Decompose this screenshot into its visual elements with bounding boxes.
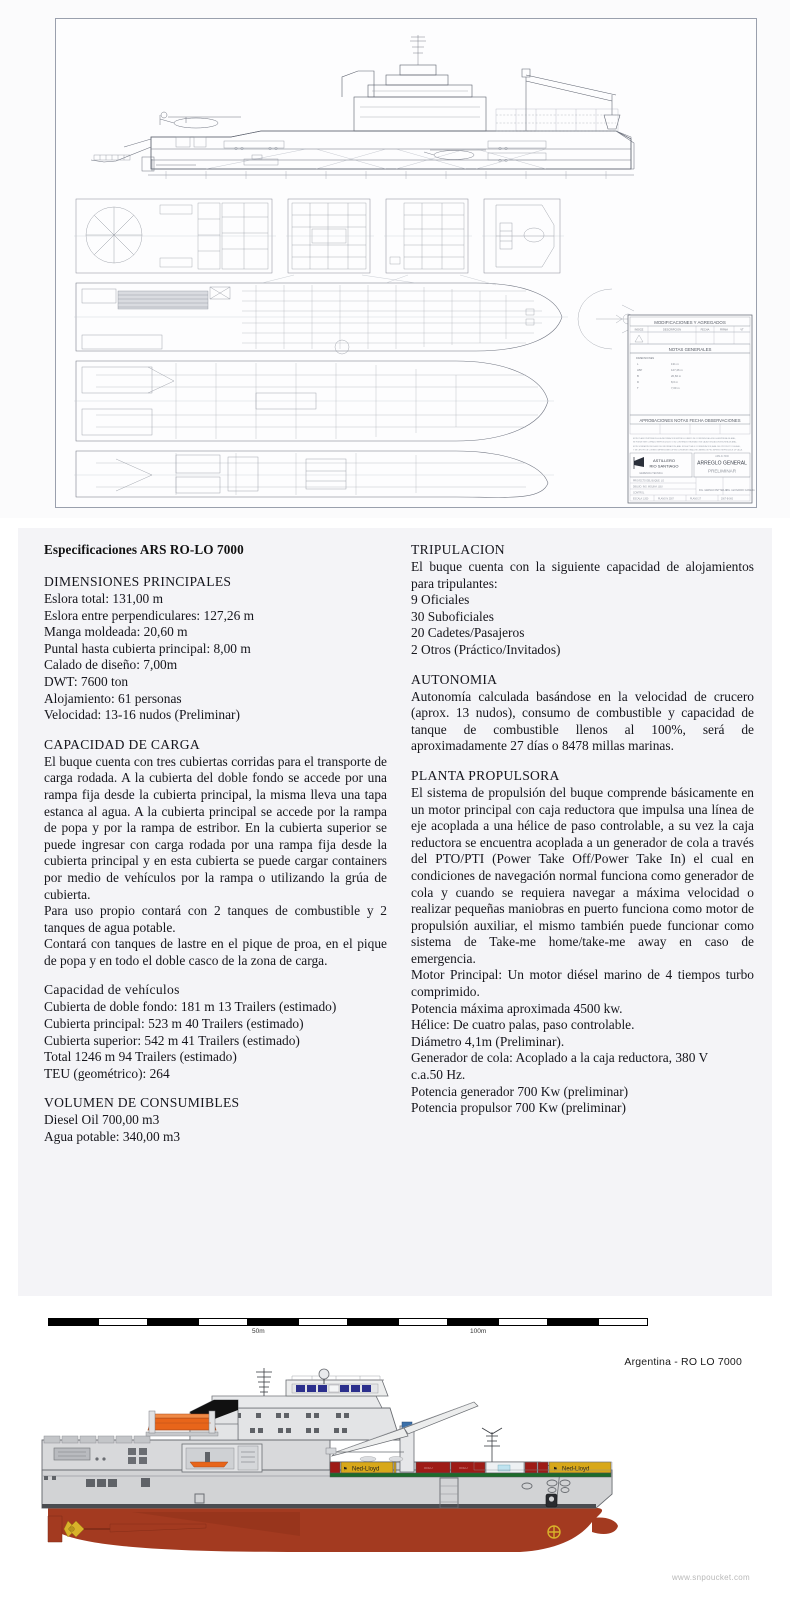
svg-text:PROYECTO DEL BUQUE. LG: PROYECTO DEL BUQUE. LG <box>633 480 665 483</box>
engine-spec-line: Generador de cola: Acoplado a la caja reductora, 380 V <box>411 1050 709 1066</box>
rescue-boat <box>190 1462 228 1467</box>
engine-spec-line: Potencia generador 700 Kw (preliminar) <box>411 1083 629 1099</box>
propulsion-paragraph: El sistema de propulsión del buque comprende básicamente en un motor principal con caja reductora que impulsa una línea de eje acoplada a una hélice de paso controlable, a su vez la caja reductora se encuentra acoplada a un generador de cola a través del PTO/PTI (Power Take Off/Power Take In) el cual en condiciones de navegación normal funciona como generador de cola y cuando se requiera navegar a máxima velocidad o realizar pequeñas maniobras en puerto funciona como motor de propulsión auxiliar, el mismo también puede funcionar como sistema de Take-me home/take-me away en caso de emergencia. <box>411 784 754 966</box>
shipyard-department: GERENCIA TECNICA <box>639 472 663 475</box>
crew-line: 9 Oficiales <box>411 592 470 608</box>
dimension-line: Eslora entre perpendiculares: 127,26 m <box>44 607 255 623</box>
svg-text:FIRMA: FIRMA <box>719 328 729 332</box>
svg-text:Y SE LIEV PE DE CORREO IMPRESI: Y SE LIEV PE DE CORREO IMPRESIONES UP EN CONVENTE ORALLES LIBERELOS PEL IMPERIO REPRODUCE UP LACA. <box>633 449 743 452</box>
svg-text:D: D <box>637 380 640 384</box>
autonomy-paragraph: Autonomía calculada basándose en la velocidad de crucero (aprox. 13 nudos), consumo de combustible y capacidad de tanque de combustible llenos al 100%, será de aproximadamente 27 días o 8478 millas marinas. <box>411 688 754 754</box>
drawing-title-block <box>628 315 755 503</box>
section-heading-cargo-capacity: CAPACIDAD DE CARGA <box>44 736 200 752</box>
general-arrangement-drawing <box>55 18 757 508</box>
svg-text:L: L <box>637 362 639 366</box>
vehicle-capacity-line: Cubierta de doble fondo: 181 m 13 Trailers (estimado) <box>44 999 337 1015</box>
shipyard-name-line1: ASTILLERO <box>652 458 676 463</box>
crew-line: 30 Suboficiales <box>411 608 494 624</box>
crew-intro: El buque cuenta con la siguiente capacidad de alojamientos para tripulantes: <box>411 559 754 591</box>
dimension-line: Calado de diseño: 7,00m <box>44 657 178 673</box>
svg-text:DIMENSIONES: DIMENSIONES <box>636 357 655 360</box>
bridge-wheelhouse <box>286 1376 388 1396</box>
svg-text:SE PUEDE SER COPIADO REPRODUCI: SE PUEDE SER COPIADO REPRODUCIDO O SU CONTENIDO RELEVADO SIN LA AUTORIZACION ESCRITA DE AVAL. <box>633 441 737 444</box>
svg-text:ESCALA 1:200: ESCALA 1:200 <box>633 498 649 501</box>
specifications-block <box>18 528 772 1296</box>
section-heading-vehicle-capacity: Capacidad de vehículos <box>44 982 180 998</box>
ship-profile-section <box>0 1296 790 1600</box>
svg-text:127,26 m: 127,26 m <box>671 368 683 372</box>
page-title: Especificaciones ARS RO-LO 7000 <box>44 542 244 557</box>
svg-text:INDICE: INDICE <box>634 328 644 332</box>
spec-column-right <box>411 542 754 1146</box>
title-block-modifications-header: MODIFICACIONES Y AGREGADOS <box>654 320 726 325</box>
cargo-paragraph-1: El buque cuenta con tres cubiertas corridas para el transporte de carga rodada. A la cubierta del doble fondo se accede por una rampa fija desde la cubierta principal, la misma lleva una tapa estanca al agua. A la cubierta principal se accede por la rampa de popa y por la rampa de estribor. En la cubierta superior se puede ingresar con carga rodada por una rampa fija desde la cubierta principal y en esta cubierta se puede cargar containers por medio de vehículos por la rampa o utilizando la grúa de cubierta. <box>44 753 387 902</box>
engine-spec-line: c.a.50 Hz. <box>411 1067 466 1083</box>
boot-top-stripe <box>42 1504 596 1508</box>
svg-text:LBP: LBP <box>637 368 643 372</box>
watermark: www.snpoucket.com <box>671 1573 750 1582</box>
svg-text:ING. GERMAN PETTER AV: ING. GERMAN PETTER AV <box>699 490 728 492</box>
svg-text:⚑: ⚑ <box>343 1466 348 1473</box>
engine-spec-line: Hélice: De cuatro palas, paso controlable. <box>411 1017 635 1033</box>
svg-text:PLANO 27: PLANO 27 <box>690 498 701 501</box>
vehicle-capacity-line: Cubierta superior: 542 m 41 Trailers (estimado) <box>44 1032 300 1048</box>
drawing-name: ARREGLO GENERAL <box>697 460 747 467</box>
engine-paragraph: Motor Principal: Un motor diésel marino de 4 tiempos turbo comprimido. <box>411 967 754 1000</box>
svg-text:B: B <box>637 374 639 378</box>
vehicle-capacity-line: TEU (geométrico): 264 <box>44 1065 170 1081</box>
svg-text:OOLU: OOLU <box>459 1466 468 1470</box>
scale-label-100m: 100m <box>470 1328 487 1335</box>
main-mast <box>256 1368 272 1396</box>
vehicle-capacity-line: Cubierta principal: 523 m 40 Trailers (estimado) <box>44 1016 304 1032</box>
bulbous-bow <box>592 1517 618 1534</box>
dimension-line: Puntal hasta cubierta principal: 8,00 m <box>44 640 251 656</box>
superstructure <box>212 1396 400 1440</box>
engine-spec-line: Potencia máxima aproximada 4500 kw. <box>411 1000 623 1016</box>
bow-thruster-marking <box>548 1526 560 1538</box>
section-heading-dimensions: DIMENSIONES PRINCIPALES <box>44 574 232 589</box>
engine-spec-line: Diámetro 4,1m (Preliminar). <box>411 1033 565 1049</box>
container-brand-label: Ned-Lloyd <box>562 1466 590 1473</box>
section-heading-crew: TRIPULACION <box>411 542 505 557</box>
section-heading-autonomy: AUTONOMIA <box>411 671 498 687</box>
shipyard-name-line2: RIO SANTIAGO <box>649 463 679 469</box>
container-brand-label: Ned-Lloyd <box>352 1466 380 1473</box>
svg-text:8,0 m: 8,0 m <box>671 380 678 384</box>
title-block-approvals-header: APROBACIONES NOTAS FECHA OBSERVACIONES <box>639 418 741 423</box>
crew-line: 2 Otros (Práctico/Invitados) <box>411 641 561 657</box>
svg-text:20,60 m: 20,60 m <box>671 374 682 378</box>
ship-caption: Argentina - RO LO 7000 <box>624 1356 742 1368</box>
scale-label-50m: 50m <box>252 1328 265 1335</box>
dimension-line: DWT: 7600 ton <box>44 673 129 689</box>
svg-text:FECHA: FECHA <box>700 328 710 332</box>
svg-text:CONTROL: CONTROL <box>633 492 645 495</box>
svg-text:OOLU: OOLU <box>424 1466 433 1470</box>
vehicle-capacity-line: Total 1246 m 94 Trailers (estimado) <box>44 1049 237 1065</box>
svg-text:PLANO N 2007: PLANO N 2007 <box>658 498 674 501</box>
cargo-paragraph-3: Contará con tanques de lastre en el pique de proa, en el pique de popa y en todo el doble casco de la zona de carga. <box>44 936 387 968</box>
drawing-status: PRELIMINAR <box>707 468 737 474</box>
section-heading-consumables: VOLUMEN DE CONSUMIBLES <box>44 1095 240 1111</box>
spec-column-left <box>44 542 387 1146</box>
svg-text:DESCRIPCION: DESCRIPCION <box>662 328 682 332</box>
aft-vent-panel <box>54 1448 90 1460</box>
crew-line: 20 Cadetes/Pasajeros <box>411 625 525 641</box>
consumable-line: Agua potable: 340,00 m3 <box>44 1129 181 1145</box>
dimension-line: Eslora total: 131,00 m <box>44 591 164 606</box>
svg-text:7,00 m: 7,00 m <box>671 386 680 390</box>
svg-text:131 m: 131 m <box>671 362 679 366</box>
svg-text:ARS-D-7000: ARS-D-7000 <box>715 455 729 458</box>
ship-profile-illustration <box>0 1366 790 1566</box>
svg-text:T: T <box>637 386 639 390</box>
dimension-line: Velocidad: 13-16 nudos (Preliminar) <box>44 707 240 723</box>
svg-text:2007-B-000: 2007-B-000 <box>721 498 734 501</box>
title-block-notes-header: NOTAS GENERALES <box>668 347 712 352</box>
rescue-boat-recess <box>182 1444 262 1472</box>
dimension-line: Manga moldeada: 20,60 m <box>44 624 188 640</box>
dimension-line: Alojamiento: 61 personas <box>44 690 182 706</box>
svg-text:⚑: ⚑ <box>553 1466 558 1473</box>
svg-text:ESTE SOBRANTE RECLAMO DE INFOR: ESTE SOBRANTE RECLAMO DE INFORMACION, AVAL NOS ACTUAL E CONSERVACION, AVAL DEL PROYECTO DE AVAL, <box>633 446 741 448</box>
section-heading-propulsion: PLANTA PROPULSORA <box>411 767 560 783</box>
consumable-line: Diesel Oil 700,00 m3 <box>44 1112 160 1128</box>
svg-text:VT: VT <box>740 328 744 332</box>
engine-spec-line: Potencia propulsor 700 Kw (preliminar) <box>411 1100 626 1116</box>
svg-text:DIBUJO. ING. MOLINA. LBU: DIBUJO. ING. MOLINA. LBU <box>633 486 663 489</box>
lifeboat <box>146 1411 218 1436</box>
svg-text:ING. LEONARDO CAMERA: ING. LEONARDO CAMERA <box>726 490 755 492</box>
svg-text:ESTE PLANO PERTENECE A LA INFO: ESTE PLANO PERTENECE A LA INFORMACION ENTRE EL LIBERO DE CONFIDENCIAL A DE LA EMPRESA DE AVAL, <box>633 438 736 440</box>
cargo-paragraph-2: Para uso propio contará con 2 tanques de combustible y 2 tanques de agua potable. <box>44 903 387 935</box>
scale-bar <box>48 1318 648 1326</box>
technical-drawing-section <box>0 0 790 518</box>
